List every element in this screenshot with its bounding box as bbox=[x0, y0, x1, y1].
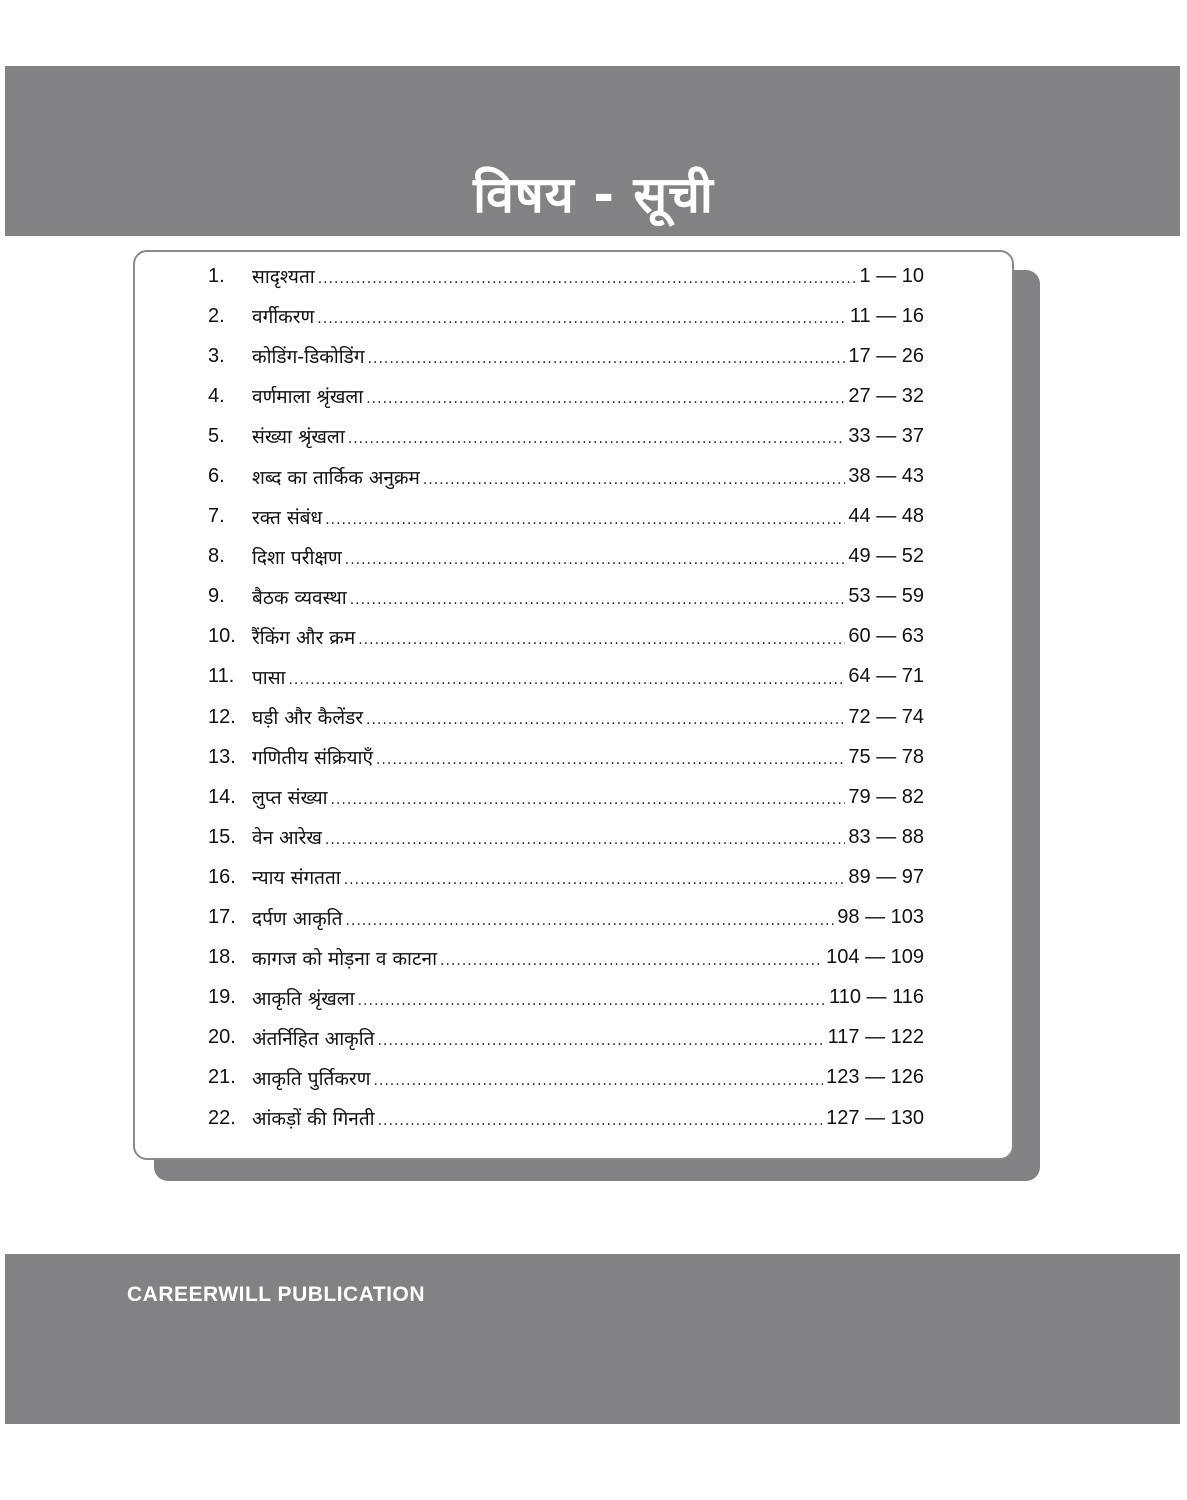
toc-entry-title: वेन आरेख bbox=[252, 827, 322, 850]
toc-entry-title: कागज को मोड़ना व काटना bbox=[252, 947, 438, 970]
toc-entry-title: बैठक व्यवस्था bbox=[252, 586, 347, 609]
toc-entry-pages: 44 — 48 bbox=[848, 505, 924, 528]
toc-entry-number: 4. bbox=[208, 384, 225, 407]
toc-entry bbox=[208, 737, 924, 777]
toc-entry-number: 5. bbox=[208, 424, 225, 447]
toc-entry bbox=[208, 938, 924, 978]
toc-entry-title: सादृश्यता bbox=[252, 266, 315, 289]
toc-entry-title: शब्द का तार्किक अनुक्रम bbox=[252, 466, 420, 489]
toc-entry-pages: 98 — 103 bbox=[837, 906, 924, 929]
toc-dot-leader bbox=[318, 271, 857, 287]
toc-entry bbox=[208, 898, 924, 938]
toc-dot-leader bbox=[344, 872, 846, 888]
toc-dot-leader bbox=[317, 311, 847, 327]
toc-entry bbox=[208, 456, 924, 496]
table-of-contents bbox=[208, 256, 924, 1138]
toc-dot-leader bbox=[325, 512, 845, 528]
toc-entry-number: 7. bbox=[208, 505, 225, 528]
toc-dot-leader bbox=[366, 391, 845, 407]
toc-entry-number: 21. bbox=[208, 1066, 236, 1089]
toc-entry bbox=[208, 497, 924, 537]
toc-entry-number: 18. bbox=[208, 946, 236, 969]
toc-entry-number: 8. bbox=[208, 545, 225, 568]
toc-entry-pages: 72 — 74 bbox=[848, 705, 924, 728]
toc-entry-number: 17. bbox=[208, 906, 236, 929]
toc-entry bbox=[208, 617, 924, 657]
toc-entry-number: 19. bbox=[208, 986, 236, 1009]
toc-entry bbox=[208, 857, 924, 897]
toc-entry-pages: 75 — 78 bbox=[848, 745, 924, 768]
toc-entry bbox=[208, 1098, 924, 1138]
toc-entry-title: दर्पण आकृति bbox=[252, 907, 343, 930]
toc-entry-title: रक्त संबंध bbox=[252, 506, 323, 529]
toc-entry bbox=[208, 817, 924, 857]
toc-dot-leader bbox=[423, 472, 846, 488]
toc-dot-leader bbox=[345, 913, 834, 929]
toc-entry-title: गणितीय संक्रियाएँ bbox=[252, 747, 373, 770]
toc-dot-leader bbox=[377, 1033, 824, 1049]
toc-entry-number: 11. bbox=[208, 665, 235, 688]
toc-entry bbox=[208, 256, 924, 296]
toc-entry-title: आंकड़ों की गिनती bbox=[252, 1108, 375, 1131]
toc-entry-number: 10. bbox=[208, 625, 236, 648]
toc-entry-pages: 104 — 109 bbox=[826, 946, 924, 969]
toc-dot-leader bbox=[366, 712, 845, 728]
toc-entry-title: आकृति पुर्तिकरण bbox=[252, 1067, 371, 1090]
toc-entry-title: वर्णमाला श्रृंखला bbox=[252, 386, 364, 409]
page-title: विषय - सूची bbox=[473, 166, 714, 224]
toc-entry-pages: 127 — 130 bbox=[826, 1106, 924, 1129]
toc-entry-number: 2. bbox=[208, 304, 225, 327]
toc-entry-number: 12. bbox=[208, 705, 236, 728]
toc-dot-leader bbox=[373, 1073, 823, 1089]
publisher-name: CAREERWILL PUBLICATION bbox=[127, 1283, 425, 1306]
toc-entry-pages: 38 — 43 bbox=[848, 465, 924, 488]
toc-dot-leader bbox=[358, 993, 827, 1009]
toc-entry bbox=[208, 1018, 924, 1058]
toc-dot-leader bbox=[440, 953, 823, 969]
toc-dot-leader bbox=[325, 832, 846, 848]
toc-entry-pages: 123 — 126 bbox=[826, 1066, 924, 1089]
footer-band bbox=[5, 1254, 1180, 1424]
toc-entry-title: रैंकिंग और क्रम bbox=[252, 626, 356, 649]
toc-entry-pages: 110 — 116 bbox=[829, 986, 924, 1009]
toc-entry-title: वर्गीकरण bbox=[252, 306, 315, 329]
toc-entry bbox=[208, 697, 924, 737]
toc-entry-title: दिशा परीक्षण bbox=[252, 546, 342, 569]
toc-entry-title: आकृति श्रृंखला bbox=[252, 987, 355, 1010]
toc-entry-pages: 79 — 82 bbox=[848, 785, 924, 808]
toc-entry-title: संख्या श्रृंखला bbox=[252, 426, 345, 449]
toc-dot-leader bbox=[345, 552, 846, 568]
toc-dot-leader bbox=[350, 592, 846, 608]
toc-entry-number: 6. bbox=[208, 465, 225, 488]
toc-dot-leader bbox=[288, 672, 845, 688]
toc-entry bbox=[208, 657, 924, 697]
toc-entry-number: 3. bbox=[208, 344, 225, 367]
toc-dot-leader bbox=[378, 1113, 824, 1129]
toc-dot-leader bbox=[331, 792, 846, 808]
toc-dot-leader bbox=[358, 632, 845, 648]
toc-entry-number: 20. bbox=[208, 1026, 236, 1049]
toc-entry-pages: 60 — 63 bbox=[848, 625, 924, 648]
toc-entry-title: न्याय संगतता bbox=[252, 867, 341, 890]
toc-entry-title: अंतर्निहित आकृति bbox=[252, 1027, 375, 1050]
toc-dot-leader bbox=[376, 752, 845, 768]
toc-entry-pages: 64 — 71 bbox=[848, 665, 924, 688]
toc-entry-pages: 27 — 32 bbox=[848, 384, 924, 407]
toc-entry-title: घड़ी और कैलेंडर bbox=[252, 707, 364, 730]
toc-entry-title: कोडिंग-डिकोडिंग bbox=[252, 346, 365, 369]
toc-entry bbox=[208, 376, 924, 416]
toc-entry-pages: 11 — 16 bbox=[849, 304, 924, 327]
toc-entry bbox=[208, 978, 924, 1018]
toc-entry bbox=[208, 577, 924, 617]
toc-entry-pages: 49 — 52 bbox=[848, 545, 924, 568]
toc-entry-number: 1. bbox=[208, 264, 225, 287]
toc-entry bbox=[208, 1058, 924, 1098]
toc-entry-title: लुप्त संख्या bbox=[252, 787, 328, 810]
toc-entry-number: 16. bbox=[208, 865, 236, 888]
toc-entry-pages: 53 — 59 bbox=[848, 585, 924, 608]
toc-entry bbox=[208, 296, 924, 336]
toc-entry bbox=[208, 336, 924, 376]
toc-entry-number: 9. bbox=[208, 585, 225, 608]
toc-entry bbox=[208, 777, 924, 817]
toc-entry-number: 22. bbox=[208, 1106, 236, 1129]
toc-entry-title: पासा bbox=[252, 666, 286, 689]
toc-entry-number: 15. bbox=[208, 825, 236, 848]
toc-entry-pages: 17 — 26 bbox=[848, 344, 924, 367]
toc-entry-number: 14. bbox=[208, 785, 236, 808]
toc-dot-leader bbox=[368, 351, 846, 367]
toc-entry-number: 13. bbox=[208, 745, 236, 768]
toc-entry bbox=[208, 537, 924, 577]
toc-entry-pages: 33 — 37 bbox=[848, 424, 924, 447]
toc-entry bbox=[208, 416, 924, 456]
toc-dot-leader bbox=[348, 431, 846, 447]
toc-entry-pages: 89 — 97 bbox=[848, 865, 924, 888]
toc-entry-pages: 117 — 122 bbox=[827, 1026, 924, 1049]
toc-entry-pages: 1 — 10 bbox=[859, 264, 924, 287]
toc-entry-pages: 83 — 88 bbox=[848, 825, 924, 848]
